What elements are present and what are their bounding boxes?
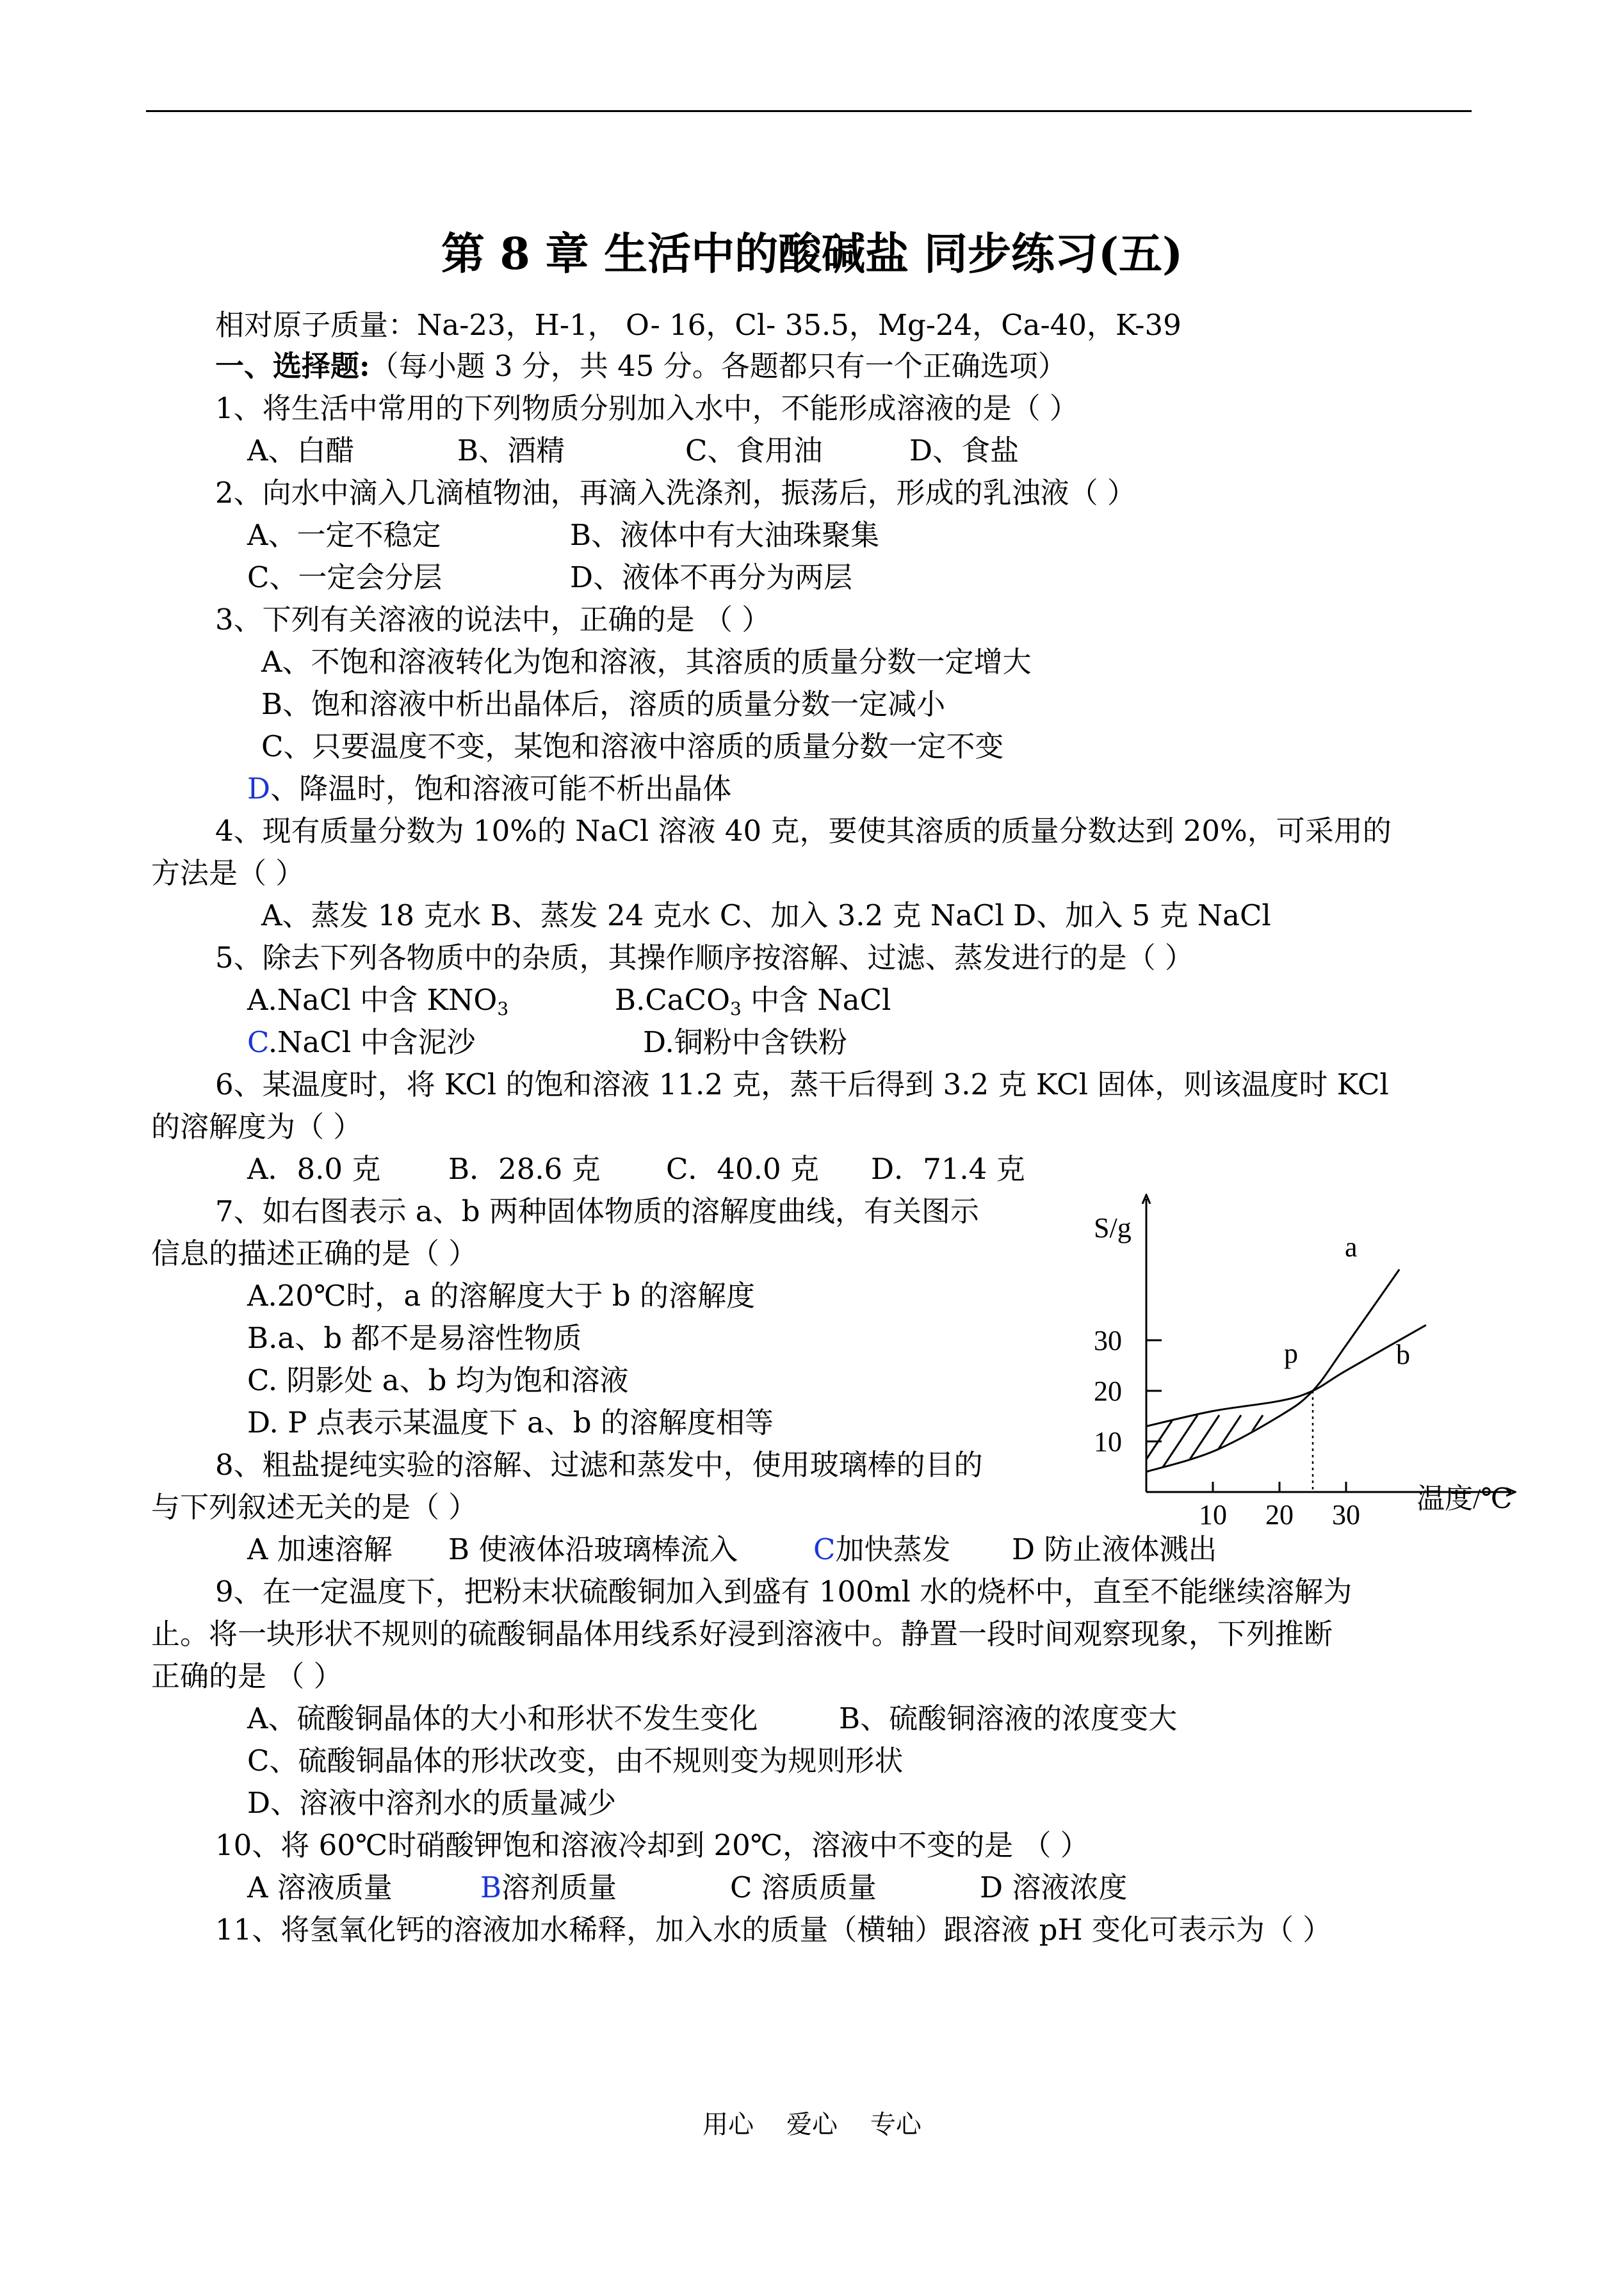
hatch-line <box>1212 1415 1263 1492</box>
solubility-chart <box>1063 1185 1550 1543</box>
hatch-line <box>1451 1415 1502 1492</box>
q2-option-d: D、液体不再分为两层 <box>570 560 853 594</box>
q8-answer-letter: C <box>813 1532 836 1566</box>
q9-option-a: A、硫酸铜晶体的大小和形状不发生变化 <box>247 1701 758 1735</box>
q1-option-b: B、酒精 <box>457 434 565 467</box>
q1-stem: 1、将生活中常用的下列物质分别加入水中，不能形成溶液的是（ ） <box>215 391 1078 425</box>
x-tick-label-10: 10 <box>1199 1499 1227 1530</box>
hatch-line <box>1146 1415 1198 1492</box>
atomic-mass-line: 相对原子质量：Na-23，H-1， O- 16，Cl- 35.5，Mg-24，Ca-40，K-39 <box>215 308 1181 342</box>
q4-options: A、蒸发 18 克水 B、蒸发 24 克水 C、加入 3.2 克 NaCl D、加入 5 克 NaCl <box>261 898 1271 932</box>
hatch-line <box>1320 1415 1372 1492</box>
hatch-line <box>1429 1415 1481 1492</box>
q7-option-a: A.20℃时，a 的溶解度大于 b 的溶解度 <box>247 1279 755 1313</box>
q5-option-b-subscript: 3 <box>729 998 742 1019</box>
q8-option-b: B 使液体沿玻璃棒流入 <box>448 1532 738 1566</box>
q8-option-c-text: 加快蒸发 <box>835 1532 951 1566</box>
hatch-line <box>1233 1415 1285 1492</box>
section-note: （每小题 3 分，共 45 分。各题都只有一个正确选项） <box>369 349 1067 383</box>
q5-answer-letter: C <box>247 1025 268 1059</box>
q9-option-c: C、硫酸铜晶体的形状改变，由不规则变为规则形状 <box>247 1744 904 1778</box>
q10-option-b <box>480 1869 617 1907</box>
q5-option-a-text: A.NaCl 中含 KNO <box>247 983 498 1017</box>
header-rule <box>146 110 1472 112</box>
q9-option-b: B、硫酸铜溶液的浓度变大 <box>839 1701 1178 1735</box>
y-tick-label-20: 20 <box>1094 1375 1122 1407</box>
q10-option-b-text: 溶剂质量 <box>501 1870 617 1904</box>
q7-option-d: D. P 点表示某温度下 a、b 的溶解度相等 <box>247 1406 774 1439</box>
q5-stem: 5、除去下列各物质中的杂质，其操作顺序按溶解、过滤、蒸发进行的是（ ） <box>215 941 1194 975</box>
hatch-line <box>1516 1415 1550 1492</box>
q5-option-c-text: .NaCl 中含泥沙 <box>268 1025 476 1059</box>
q10-option-d: D 溶液浓度 <box>980 1870 1128 1904</box>
q2-option-a: A、一定不稳定 <box>247 518 441 552</box>
q9-stem-line1: 9、在一定温度下，把粉末状硫酸铜加入到盛有 100ml 水的烧杯中，直至不能继续溶解为 <box>215 1575 1352 1609</box>
q8-option-c <box>813 1530 950 1569</box>
page-footer: 用心 爱心 专心 <box>702 2110 922 2139</box>
q2-option-c: C、一定会分层 <box>247 560 443 594</box>
q1-option-d: D、食盐 <box>909 434 1019 467</box>
q2-option-b: B、液体中有大油珠聚集 <box>570 518 880 552</box>
q3-option-c: C、只要温度不变，某饱和溶液中溶质的质量分数一定不变 <box>261 729 1004 763</box>
q5-option-a-subscript: 3 <box>497 998 509 1019</box>
x-axis-label: 温度/℃ <box>1417 1483 1513 1514</box>
x-tick-label-30: 30 <box>1332 1499 1360 1530</box>
q6-stem-line2: 的溶解度为（ ） <box>151 1110 362 1144</box>
hatch-line <box>1190 1415 1241 1492</box>
hatch-line <box>1063 1415 1089 1492</box>
q7-stem-line1: 7、如右图表示 a、b 两种固体物质的溶解度曲线，有关图示 <box>215 1194 979 1228</box>
hatch-line <box>1342 1415 1393 1492</box>
q5-option-d: D.铜粉中含铁粉 <box>643 1025 847 1059</box>
section-heading <box>215 347 1067 385</box>
q10-stem: 10、将 60℃时硝酸钾饱和溶液冷却到 20℃，溶液中不变的是 （ ） <box>215 1828 1089 1862</box>
hatch-line <box>1063 1415 1067 1492</box>
q5-option-b-text-tail: 中含 NaCl <box>741 983 891 1017</box>
series-label-b: b <box>1396 1339 1410 1370</box>
series-label-a: a <box>1345 1231 1358 1263</box>
q1-option-a: A、白醋 <box>247 434 355 467</box>
q6-option-b: B．28.6 克 <box>448 1152 601 1186</box>
q6-stem-line1: 6、某温度时，将 KCl 的饱和溶液 11.2 克，蒸干后得到 3.2 克 KCl 固体，则该温度时 KCl <box>215 1067 1389 1101</box>
q9-option-d: D、溶液中溶剂水的质量减少 <box>247 1786 617 1820</box>
q8-option-a: A 加速溶解 <box>247 1532 393 1566</box>
hatch-line <box>1125 1415 1176 1492</box>
q8-stem-line1: 8、粗盐提纯实验的溶解、过滤和蒸发中，使用玻璃棒的目的 <box>215 1448 983 1482</box>
q9-stem-line3: 正确的是 （ ） <box>151 1659 343 1693</box>
q11-stem: 11、将氢氧化钙的溶液加水稀释，加入水的质量（横轴）跟溶液 pH 变化可表示为（ ） <box>215 1913 1332 1947</box>
series-line-a <box>1146 1269 1399 1472</box>
hatch-line <box>1168 1415 1219 1492</box>
page-title: 第 8 章 生活中的酸碱盐 同步练习(五) <box>441 229 1183 280</box>
q3-option-b: B、饱和溶液中析出晶体后，溶质的质量分数一定减小 <box>261 687 946 721</box>
q3-answer-letter: D <box>247 772 271 806</box>
q7-option-c: C. 阴影处 a、b 均为饱和溶液 <box>247 1363 629 1397</box>
hatch-line <box>1277 1415 1328 1492</box>
q5-option-a <box>247 981 508 1019</box>
q10-option-a: A 溶液质量 <box>247 1870 393 1904</box>
hatch-line <box>1386 1415 1437 1492</box>
q1-option-c: C、食用油 <box>685 434 823 467</box>
q6-option-c: C．40.0 克 <box>666 1152 819 1186</box>
hatch-line <box>1364 1415 1415 1492</box>
shaded-region <box>1063 1415 1550 1492</box>
y-tick-label-10: 10 <box>1094 1426 1122 1457</box>
hatch-line <box>1299 1415 1350 1492</box>
q6-option-a: A．8.0 克 <box>247 1152 381 1186</box>
q5-option-c <box>247 1023 475 1062</box>
q9-stem-line2: 止。将一块形状不规则的硫酸铜晶体用线系好浸到溶液中。静置一段时间观察现象，下列推断 <box>151 1617 1333 1651</box>
q3-stem: 3、下列有关溶液的说法中，正确的是 （ ） <box>215 603 771 637</box>
intersection-label: p <box>1284 1338 1298 1369</box>
x-tick-label-20: 20 <box>1265 1499 1294 1530</box>
q3-option-a: A、不饱和溶液转化为饱和溶液，其溶质的质量分数一定增大 <box>261 645 1032 679</box>
hatch-line <box>1538 1415 1550 1492</box>
q7-stem-line2: 信息的描述正确的是（ ） <box>151 1237 478 1270</box>
q8-option-d: D 防止液体溅出 <box>1012 1532 1217 1566</box>
section-label: 一、选择题: <box>215 349 370 383</box>
q8-stem-line2: 与下列叙述无关的是（ ） <box>151 1490 478 1524</box>
q5-option-b-text: B.CaCO <box>615 983 730 1017</box>
hatch-line <box>1473 1415 1524 1492</box>
q6-option-d: D．71.4 克 <box>871 1152 1025 1186</box>
q10-answer-letter: B <box>480 1870 502 1904</box>
q10-option-c: C 溶质质量 <box>730 1870 877 1904</box>
q4-stem-line2: 方法是（ ） <box>151 856 305 890</box>
q5-option-b <box>615 981 891 1019</box>
hatch-line <box>1408 1415 1459 1492</box>
q3-option-d-text: 、降温时，饱和溶液可能不析出晶体 <box>270 772 732 806</box>
q4-stem-line1: 4、现有质量分数为 10%的 NaCl 溶液 40 克，要使其溶质的质量分数达到 20%，可采用的 <box>215 814 1392 848</box>
hatch-line <box>1495 1415 1546 1492</box>
q3-option-d <box>247 770 731 808</box>
q2-stem: 2、向水中滴入几滴植物油，再滴入洗涤剂，振荡后，形成的乳浊液（ ） <box>215 476 1136 510</box>
y-axis-label: S/g <box>1094 1212 1132 1244</box>
y-tick-label-30: 30 <box>1094 1325 1122 1356</box>
q7-option-b: B.a、b 都不是易溶性物质 <box>247 1321 582 1355</box>
